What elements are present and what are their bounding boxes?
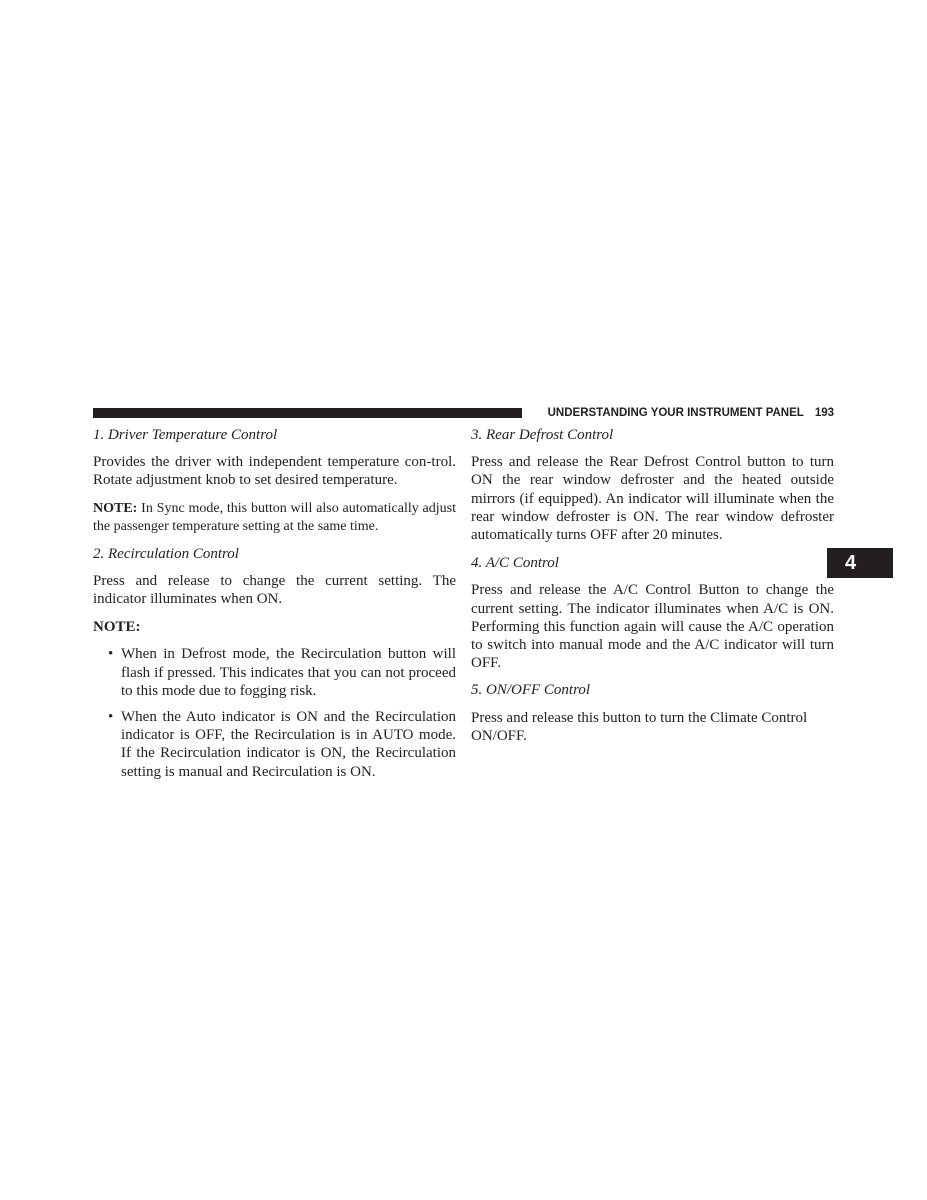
chapter-tab: 4 — [827, 548, 893, 578]
list-item: • When in Defrost mode, the Recirculation button will flash if pressed. This indicates that you can not proceed to this mode due to fogging risk. — [108, 646, 456, 699]
rear-defrost-heading: 3. Rear Defrost Control — [471, 427, 614, 443]
section-title: UNDERSTANDING YOUR INSTRUMENT PANEL — [547, 407, 804, 419]
right-column — [471, 426, 834, 745]
driver-temperature-heading: 1. Driver Temperature Control — [93, 427, 278, 443]
recirculation-note-label: NOTE: — [93, 619, 141, 636]
bullet-icon: • — [108, 646, 114, 663]
note-label: NOTE: — [93, 500, 138, 516]
page-number: 193 — [814, 407, 834, 419]
on-off-heading: 5. ON/OFF Control — [471, 682, 591, 699]
recirculation-note-list — [93, 645, 456, 780]
list-item: • When the Auto indicator is ON and the Recirculation indicator is OFF, the Recirculation is in AUTO mode. If the Recirculation indicator is ON, the Recirculation setting is manual and Recirculation is ON. — [108, 709, 456, 780]
recirculation-heading: 2. Recirculation Control — [93, 545, 239, 562]
note-text: In Sync mode, this button will also automatically adjust the passenger temperature setting at the same time. — [93, 500, 456, 534]
bullet-icon: • — [108, 709, 114, 726]
ac-control-body: Press and release the A/C Control Button to change the current setting. The indicator illuminates when A/C is ON. Performing this function again will cause the A/C operation to switch into manual mode and the A/C indicator will turn OFF. — [471, 582, 834, 672]
driver-temperature-body: Provides the driver with independent temperature con-trol. Rotate adjustment knob to set desired temperature. — [93, 454, 456, 489]
left-column — [93, 426, 456, 781]
on-off-body: Press and release this button to turn the Climate Control ON/OFF. — [471, 709, 808, 744]
driver-temperature-note — [93, 500, 456, 536]
rear-defrost-body: Press and release the Rear Defrost Control button to turn ON the rear window defroster and the heated outside mirrors (if equipped). An indicator will illuminate when the rear window defroster is ON. The rear window defroster automatically turns OFF after 20 minutes. — [471, 454, 834, 544]
running-header — [530, 405, 834, 421]
recirculation-body: Press and release to change the current setting. The indicator illuminates when ON. — [93, 572, 456, 608]
header-rule — [93, 408, 522, 418]
ac-control-heading: 4. A/C Control — [471, 555, 559, 572]
